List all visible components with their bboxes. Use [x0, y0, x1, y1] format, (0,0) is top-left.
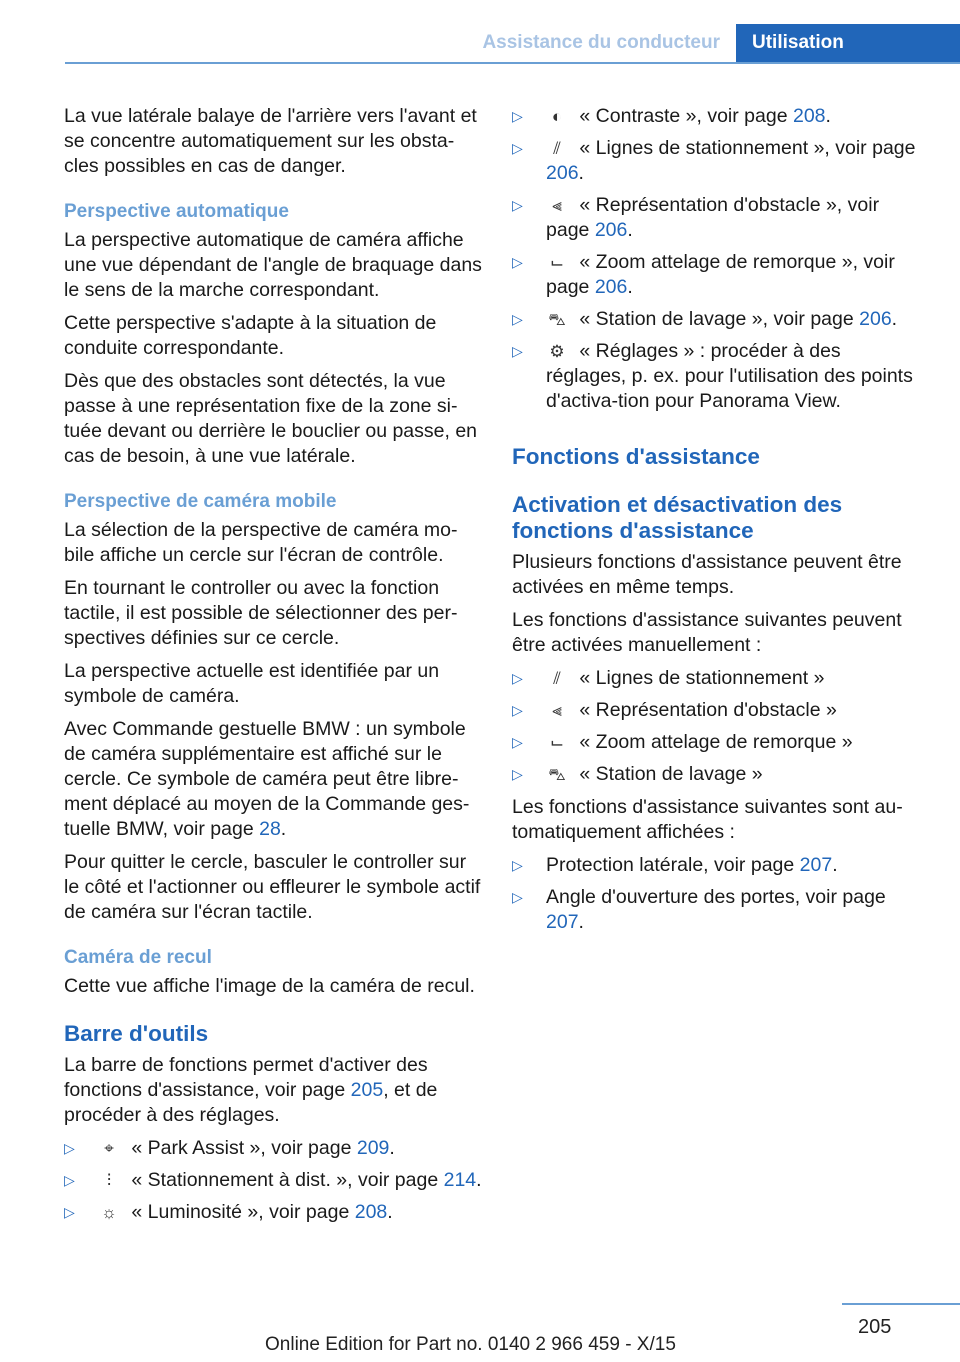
list-item — [512, 730, 924, 755]
obstacle-icon: ⫷ — [552, 196, 562, 215]
page-number: 205 — [858, 1316, 892, 1338]
contrast-icon: ◐ — [551, 107, 563, 126]
page-link[interactable]: 208 — [354, 1201, 388, 1223]
text: « Contraste », voir page — [574, 105, 793, 127]
text: « Station de lavage » — [574, 763, 763, 785]
right-column — [512, 104, 924, 943]
paragraph: La vue latérale balaye de l'arrière vers l'avant et se concentre automatiquement sur les obsta-cles possibles en cas de danger. — [64, 105, 477, 177]
bullet-triangle-icon: ▷ — [512, 254, 523, 270]
text: « Zoom attelage de remorque » — [574, 731, 853, 753]
text: Angle d'ouverture des portes, voir page — [546, 886, 886, 908]
page-link[interactable]: 207 — [799, 854, 833, 876]
list-item — [512, 853, 924, 878]
paragraph — [64, 717, 484, 842]
bullet-triangle-icon: ▷ — [512, 343, 523, 359]
obstacle-icon: ⫷ — [552, 701, 562, 720]
bullet-triangle-icon: ▷ — [512, 311, 523, 327]
left-column — [64, 104, 484, 1233]
text: « Représentation d'obstacle » — [574, 699, 837, 721]
page-link[interactable]: 209 — [356, 1137, 390, 1159]
parking-lines-icon: ⫽ — [553, 669, 561, 688]
paragraph — [64, 1053, 484, 1128]
parking-lines-icon: ⫽ — [553, 139, 561, 158]
paragraph: Plusieurs fonctions d'assistance peuvent être activées en même temps. — [512, 551, 902, 598]
text: « Stationnement à dist. », voir page — [126, 1169, 444, 1191]
text: . — [476, 1169, 482, 1191]
paragraph: Cette vue affiche l'image de la caméra de recul. — [64, 975, 475, 997]
text: « Lignes de stationnement » — [574, 667, 825, 689]
page-link-28[interactable]: 28 — [259, 818, 281, 840]
heading-barre-outils: Barre d'outils — [64, 1021, 209, 1046]
bullet-triangle-icon: ▷ — [512, 766, 523, 782]
list-item — [64, 1168, 484, 1193]
list-item — [64, 1136, 484, 1161]
car-wash-icon: ⛍ — [548, 310, 566, 329]
list-item — [512, 698, 924, 723]
paragraph: Les fonctions d'assistance suivantes sont au-tomatiquement affichées : — [512, 796, 903, 843]
text: « Luminosité », voir page — [126, 1201, 355, 1223]
text: . — [280, 818, 287, 840]
page-link[interactable]: 206 — [859, 308, 892, 330]
bullet-triangle-icon: ▷ — [512, 702, 523, 718]
bullet-triangle-icon: ▷ — [512, 197, 523, 213]
car-wash-icon: ⛍ — [548, 765, 566, 784]
paragraph: En tournant le controller ou avec la fonction tactile, il est possible de sélectionner des per-spectives définies sur ce cercle. — [64, 577, 458, 649]
text: . — [578, 162, 584, 184]
header-tab: Utilisation — [736, 24, 960, 62]
text: « Park Assist », voir page — [126, 1137, 357, 1159]
list-item — [512, 104, 924, 129]
text: . — [825, 105, 831, 127]
page-link[interactable]: 214 — [443, 1169, 477, 1191]
bullet-triangle-icon: ▷ — [64, 1172, 75, 1188]
header-bar — [65, 24, 960, 64]
bullet-triangle-icon: ▷ — [512, 670, 523, 686]
text: . — [389, 1137, 395, 1159]
text: . — [627, 219, 633, 241]
bullet-triangle-icon: ▷ — [512, 108, 523, 124]
manual-functions-list — [512, 666, 924, 787]
page-link[interactable]: 206 — [594, 276, 628, 298]
paragraph: La perspective automatique de caméra affiche une vue dépendant de l'angle de braquage dans le sens de la marche correspondant. — [64, 229, 482, 301]
bullet-triangle-icon: ▷ — [512, 734, 523, 750]
paragraph: Les fonctions d'assistance suivantes peuvent être activées manuellement : — [512, 609, 902, 656]
subheading-auto: Perspective automatique — [64, 201, 289, 222]
text: . — [387, 1201, 393, 1223]
trailer-zoom-icon: ⌙ — [549, 733, 565, 752]
subheading-mobile: Perspective de caméra mobile — [64, 491, 337, 512]
paragraph: Pour quitter le cercle, basculer le controller sur le côté et l'actionner ou effleurer le symbole actif de caméra sur l'écran tactile. — [64, 851, 481, 923]
bullet-triangle-icon: ▷ — [512, 857, 523, 873]
page-link-205[interactable]: 205 — [350, 1079, 384, 1101]
page-link[interactable]: 206 — [546, 162, 579, 184]
text: La barre de fonctions permet d'activer des fonctions d'assistance, voir page — [64, 1054, 428, 1101]
text: . — [832, 854, 838, 876]
page-link[interactable]: 207 — [546, 911, 579, 933]
heading-activation: Activation et désactivation des fonctions d'assistance — [512, 492, 843, 543]
bullet-triangle-icon: ▷ — [512, 140, 523, 156]
text: « Station de lavage », voir page — [574, 308, 860, 330]
bullet-triangle-icon: ▷ — [64, 1204, 75, 1220]
text: . — [627, 276, 633, 298]
list-item — [512, 339, 924, 414]
auto-functions-list — [512, 853, 924, 935]
text: « Réglages » : procéder à des réglages, p. ex. pour l'utilisation des points d'activa-tion pour Panorama View. — [546, 340, 913, 412]
text: « Représentation d'obstacle », voir page — [546, 194, 880, 241]
text: Protection latérale, voir page — [546, 854, 800, 876]
toolbar-list-continued — [512, 104, 924, 414]
paragraph: La sélection de la perspective de caméra mo-bile affiche un cercle sur l'écran de contrôle. — [64, 519, 458, 566]
subheading-recul: Caméra de recul — [64, 947, 212, 968]
list-item — [512, 136, 924, 186]
text: . — [578, 911, 584, 933]
header-section-title: Assistance du conducteur — [482, 32, 720, 53]
text: « Lignes de stationnement », voir page — [574, 137, 916, 159]
heading-fonctions: Fonctions d'assistance — [512, 444, 760, 469]
page-link[interactable]: 208 — [792, 105, 826, 127]
text: « Zoom attelage de remorque », voir page — [546, 251, 895, 298]
text: , et de procéder à des réglages. — [64, 1079, 438, 1126]
settings-icon: ⚙ — [549, 342, 565, 361]
list-item — [64, 1200, 484, 1225]
text: Avec Commande gestuelle BMW : un symbole de caméra supplémentaire est affiché sur le cercle. Ce symbole de caméra peut être libre-ment déplacé au moyen de la Commande ges-tuelle BMW, voir page — [64, 718, 470, 840]
online-edition-note: Online Edition for Part no. 0140 2 966 459 - X/15 — [265, 1334, 676, 1355]
list-item — [512, 762, 924, 787]
list-item — [512, 250, 924, 300]
paragraph: La perspective actuelle est identifiée par un symbole de caméra. — [64, 660, 440, 707]
trailer-zoom-icon: ⌙ — [549, 253, 565, 272]
toolbar-list — [64, 1136, 484, 1225]
brightness-icon: ☼ — [101, 1203, 117, 1222]
park-assist-icon: ⌖ — [104, 1139, 114, 1158]
parking-distance-icon: ⫶ — [106, 1171, 112, 1190]
text: . — [891, 308, 898, 330]
bullet-triangle-icon: ▷ — [64, 1140, 75, 1156]
bullet-triangle-icon: ▷ — [512, 889, 523, 905]
paragraph: Dès que des obstacles sont détectés, la vue passe à une représentation fixe de la zone si-tuée devant ou derrière le bouclier ou passe, en cas de besoin, à une vue latérale. — [64, 370, 478, 467]
footer-rule — [842, 1303, 960, 1305]
paragraph: Cette perspective s'adapte à la situation de conduite correspondante. — [64, 312, 437, 359]
list-item — [512, 193, 924, 243]
list-item — [512, 666, 924, 691]
list-item — [512, 307, 924, 332]
list-item — [512, 885, 924, 935]
page-link[interactable]: 206 — [594, 219, 628, 241]
